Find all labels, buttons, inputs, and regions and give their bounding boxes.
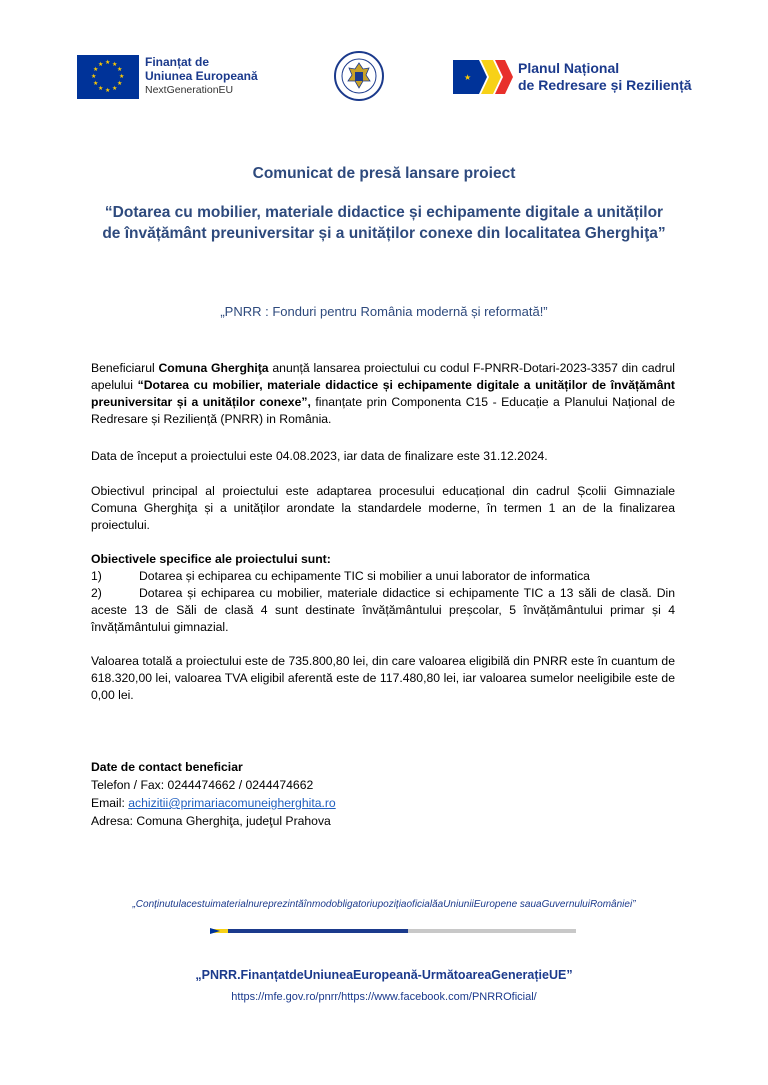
- contact-block: Date de contact beneficiar Telefon / Fax: 0244474662 / 0244474662 Email: achizitii@primariacomuneigherghita.ro Adresa: Comuna Gherghiţa, judeţul Prahova: [91, 760, 336, 828]
- dates-paragraph: Data de început a proiectului este 04.08.2023, iar data de finalizare este 31.12.2024.: [91, 449, 548, 463]
- email-link[interactable]: achizitii@primariacomuneigherghita.ro: [128, 796, 336, 810]
- contact-address: Adresa: Comuna Gherghiţa, judeţul Prahova: [91, 814, 331, 828]
- pnrr-logo-icon: [453, 60, 513, 94]
- motto: „PNRR : Fonduri pentru România modernă și reformată!”: [220, 304, 548, 319]
- budget-paragraph: Valoarea totală a proiectului este de 735.800,80 lei, din care valoarea eligibilă din PNRR este în cuantum de 618.320,00 lei, valoarea TVA eligibil aferentă este de 117.480,80 lei, iar valoarea sumelor neeligibile este de 0,00 lei.: [91, 654, 675, 702]
- footer-slogan: „PNRR.FinanțatdeUniuneaEuropeană-UrmătoareaGenerațieUE”: [195, 968, 573, 982]
- objectives-heading: Obiectivele specifice ale proiectului sunt:: [91, 552, 331, 566]
- eu-flag-logo: ★ ★ ★ ★ ★ ★ ★ ★ ★ ★ ★ ★: [77, 55, 139, 99]
- svg-text:★: ★: [464, 73, 472, 82]
- page-title: Comunicat de presă lansare proiect: [252, 165, 516, 182]
- project-title: “Dotarea cu mobilier, materiale didactice și echipamente digitale a unităților de învățământ preuniversitar și a unităților conexe din localitatea Gherghiţa”: [102, 204, 666, 242]
- list-item: 1) Dotarea și echiparea cu echipamente TIC si mobilier a unui laborator de informatica: [91, 569, 590, 583]
- contact-heading: Date de contact beneficiar: [91, 760, 243, 774]
- footer-divider-bar: [210, 928, 576, 934]
- footer-links[interactable]: https://mfe.gov.ro/pnrr/https://www.facebook.com/PNRROficial/: [231, 991, 537, 1003]
- list-item: 2) Dotarea și echiparea cu mobilier, materiale didactice si echipamente TIC a 13 săli de clasă. Din aceste 13 de Săli de clasă 4 sunt destinate învățământului preșcolar, 5 învățământului primar și 4 învățământului gimnazial.: [91, 586, 675, 634]
- disclaimer: „ConținutulacestuimaterialnureprezintăînmodobligatoriupozițiaoficialăaUniuniiEuropene sauaGuvernuluiRomâniei”: [132, 899, 636, 910]
- pnrr-label: Planul Național de Redresare și Reziliență: [518, 60, 692, 93]
- objective-paragraph: Obiectivul principal al proiectului este adaptarea procesului educațional din cadrul Școlii Gimnaziale Comuna Gherghiţa și a unităților arondate la standardele moderne, în termen 1 an de la finalizarea proiectului.: [91, 484, 675, 532]
- contact-phone: Telefon / Fax: 0244474662 / 0244474662: [91, 778, 314, 792]
- intro-paragraph: Beneficiarul Comuna Gherghiţa anunță lansarea proiectului cu codul F-PNRR-Dotari-2023-3357 din cadrul apelului “Dotarea cu mobilier, materiale didactice și echipamente digitale a unităților de învățământ preuniversitar și a unităților conexe”, finanțate prin Componenta C15 - Educație a Planului Național de Redresare și Reziliență (PNRR) in România.: [91, 361, 675, 426]
- government-seal-icon: [333, 50, 385, 102]
- eu-funding-label: Finanțat de Uniunea Europeană NextGenerationEU: [145, 55, 258, 96]
